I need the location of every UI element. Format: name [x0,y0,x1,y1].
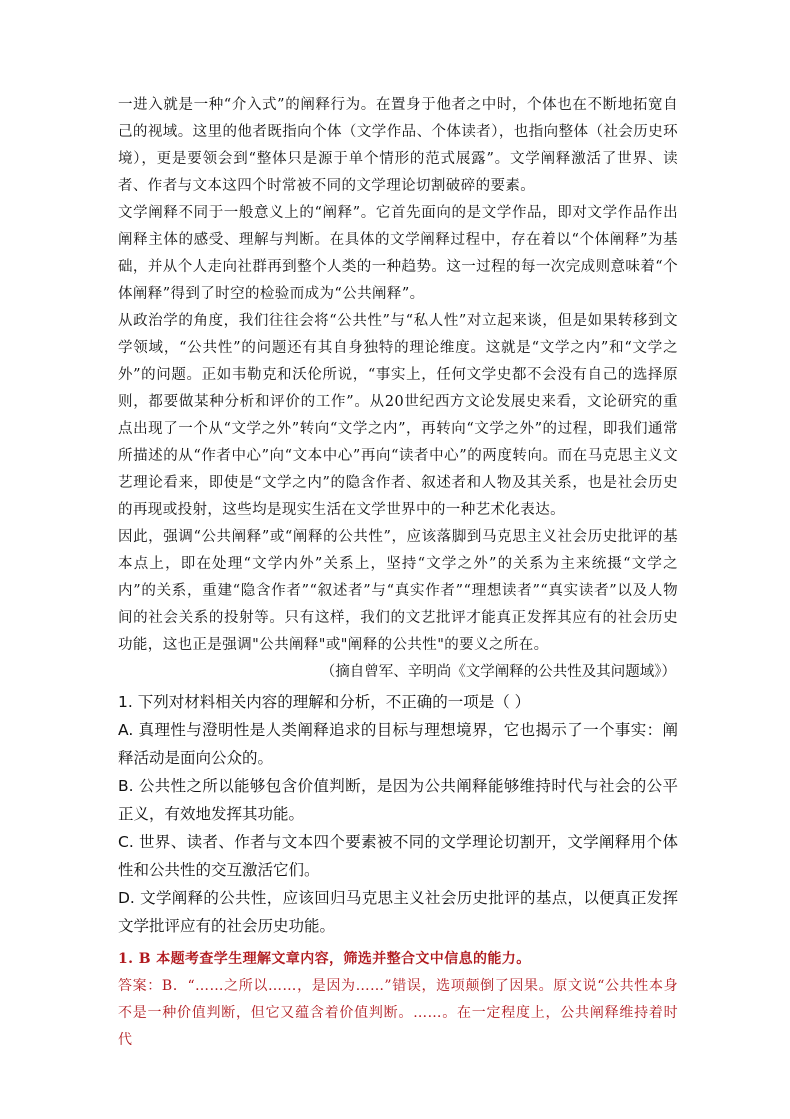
answer-heading: 1. B 本题考查学生理解文章内容，筛选并整合文中信息的能力。 [118,951,531,967]
option-b: B. 公共性之所以能够包含价值判断，是因为公共阐释能够维持时代与社会的公平正义，有效地发挥其功能。 [118,777,678,823]
passage-paragraph-4: 因此，强调“公共阐释”或“阐释的公共性”，应该落脚到马克思主义社会历史批评的基本点上，即在处理“文学内外”关系上，坚持“文学之外”的关系为主来统摄“文学之内”的关系，重建“隐含作者”“叙述者”与“真实作者”“理想读者”“真实读者”以及人物间的社会关系的投射等。只有这样，我们的文艺批评才能真正发挥其应有的社会历史功能，这也正是强调"公共阐释"或"阐释的公共性"的要义之所在。 [118,529,678,653]
answer-explanation: 答案：B．“……之所以……，是因为……”错误，选项颠倒了因果。原文说“公共性本身不是一种价值判断，但它又蕴含着价值判断。……。在一定程度上，公共阐释维持着时代 [118,978,678,1048]
question-stem: 1. 下列对材料相关内容的理解和分析，不正确的一项是（ ） [118,693,531,711]
passage-paragraph-1: 一进入就是一种“介入式”的阐释行为。在置身于他者之中时，个体也在不断地拓宽自己的视域。这里的他者既指向个体（文学作品、个体读者），也指向整体（社会历史环境），更是要领会到“整体只是源于单个情形的范式展露”。文学阐释激活了世界、读者、作者与文本这四个时常被不同的文学理论切割破碎的要素。 [118,97,678,194]
passage-source: （摘自曾军、辛明尚《文学阐释的公共性及其问题域》） [320,664,676,680]
option-a: A. 真理性与澄明性是人类阐释追求的目标与理想境界，它也揭示了一个事实：阐释活动是面向公众的。 [118,721,678,767]
passage-paragraph-2: 文学阐释不同于一般意义上的“阐释”。它首先面向的是文学作品，即对文学作品作出阐释主体的感受、理解与判断。在具体的文学阐释过程中，存在着以“个体阐释”为基础，并从个人走向社群再到整个人类的一种趋势。这一过程的每一次完成则意味着“个体阐释”得到了时空的检验而成为“公共阐释”。 [118,205,678,302]
passage-paragraph-3: 从政治学的角度，我们往往会将“公共性”与“私人性”对立起来谈，但是如果转移到文学领域，“公共性”的问题还有其自身独特的理论维度。这就是“文学之内”和“文学之外”的问题。正如韦勒克和沃伦所说，“事实上，任何文学史都不会没有自己的选择原则，都要做某种分析和评价的工作”。从20世纪西方文论发展史来看，文论研究的重点出现了一个从“文学之外”转向“文学之内”，再转向“文学之外”的过程，即我们通常所描述的从“作者中心”向“文本中心”再向“读者中心”的两度转向。而在马克思主义文艺理论看来，即使是“文学之内”的隐含作者、叙述者和人物及其关系，也是社会历史的再现或投射，这些均是现实生活在文学世界中的一种艺术化表达。 [118,313,678,518]
option-d: D. 文学阐释的公共性，应该回归马克思主义社会历史批评的基点，以便真正发挥文学批评应有的社会历史功能。 [118,889,678,935]
option-c: C. 世界、读者、作者与文本四个要素被不同的文学理论切割开，文学阐释用个体性和公共性的交互激活它们。 [118,833,678,879]
document-page [118,92,678,1054]
